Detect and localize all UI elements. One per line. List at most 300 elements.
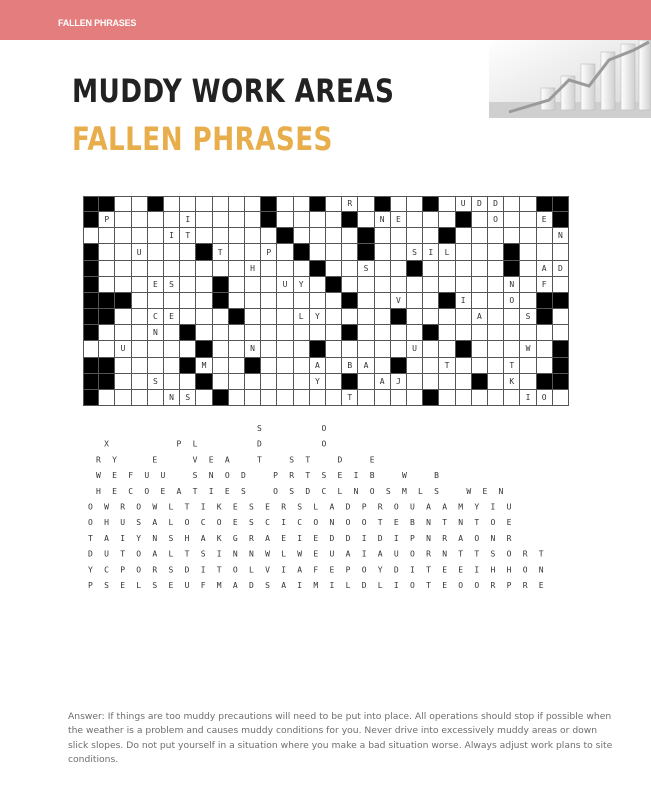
- fallen-letter: T: [305, 455, 311, 465]
- fallen-letter: I: [297, 581, 303, 590]
- fallen-letter: E: [329, 565, 335, 575]
- grid-cell: [261, 325, 277, 341]
- fallen-letter: O: [321, 424, 327, 433]
- grid-cell: [132, 212, 148, 228]
- grid-cell: [375, 309, 391, 325]
- grid-cell: T: [342, 390, 358, 406]
- fallen-letter: O: [184, 518, 190, 528]
- fallen-letter: T: [474, 549, 480, 559]
- fallen-letter: O: [458, 581, 464, 590]
- fallen-letter: W: [96, 471, 101, 481]
- grid-cell: O: [504, 293, 520, 309]
- fallen-letter: S: [434, 486, 439, 496]
- grid-cell: [196, 196, 212, 212]
- grid-cell: [148, 261, 164, 277]
- grid-cell: [375, 325, 391, 341]
- grid-cell: W: [520, 341, 536, 357]
- grid-cell-black: [83, 358, 99, 374]
- grid-cell: [132, 293, 148, 309]
- grid-cell: N: [375, 212, 391, 228]
- fallen-letter: N: [208, 471, 214, 481]
- grid-cell: [520, 277, 536, 293]
- fallen-letter: D: [361, 581, 367, 590]
- grid-cell: [423, 341, 439, 357]
- grid-cell: [115, 228, 131, 244]
- fallen-letter: Y: [88, 565, 93, 575]
- fallen-letter: N: [426, 518, 431, 528]
- grid-cell: [423, 228, 439, 244]
- fallen-letter: O: [490, 518, 496, 528]
- fallen-letter: F: [128, 471, 134, 481]
- grid-cell-black: [537, 374, 553, 390]
- grid-cell-black: [537, 196, 553, 212]
- grid-cell-black: [196, 374, 212, 390]
- grid-cell: [407, 277, 423, 293]
- grid-cell-black: [553, 293, 569, 309]
- grid-cell: A: [375, 374, 391, 390]
- grid-cell-black: [99, 374, 115, 390]
- grid-cell-black: [115, 293, 131, 309]
- fallen-letter: C: [297, 518, 303, 528]
- grid-cell: U: [407, 341, 423, 357]
- fallen-letter: O: [474, 581, 480, 590]
- grid-cell: N: [148, 325, 164, 341]
- grid-cell: [423, 374, 439, 390]
- grid-cell: [520, 374, 536, 390]
- grid-cell-black: [83, 374, 99, 390]
- grid-cell-black: [504, 261, 520, 277]
- grid-cell: [277, 309, 293, 325]
- fallen-letter: E: [442, 581, 448, 590]
- fallen-letter: O: [361, 518, 367, 528]
- fallen-letter: S: [104, 581, 109, 590]
- fallen-letter: S: [289, 486, 295, 496]
- grid-cell: [213, 358, 229, 374]
- fallen-letter: R: [506, 533, 512, 543]
- grid-cell: [213, 341, 229, 357]
- grid-cell: [488, 293, 504, 309]
- fallen-letter: I: [208, 486, 214, 496]
- grid-cell: [229, 261, 245, 277]
- grid-cell: [342, 244, 358, 260]
- fallen-letter: S: [136, 518, 142, 528]
- fallen-letter: N: [232, 549, 238, 559]
- fallen-letter: A: [152, 518, 158, 528]
- fallen-letter: O: [232, 565, 238, 575]
- grid-cell: [164, 374, 180, 390]
- grid-cell: [423, 293, 439, 309]
- grid-cell: [504, 228, 520, 244]
- fallen-letter: A: [281, 581, 287, 590]
- grid-cell: [310, 212, 326, 228]
- fallen-letter: T: [120, 549, 126, 559]
- grid-cell: [148, 358, 164, 374]
- grid-cell: [229, 341, 245, 357]
- fallen-letter: M: [313, 581, 319, 590]
- fallen-letter: R: [442, 533, 448, 543]
- grid-cell: [504, 196, 520, 212]
- grid-cell: [391, 341, 407, 357]
- grid-cell: [407, 358, 423, 374]
- fallen-letter: D: [88, 549, 93, 559]
- fallen-letter: D: [377, 533, 383, 543]
- grid-cell: [358, 212, 374, 228]
- fallen-letter: I: [200, 502, 206, 512]
- fallen-letter: O: [273, 486, 278, 496]
- grid-cell: [520, 244, 536, 260]
- grid-cell: [83, 228, 99, 244]
- grid-cell: [261, 341, 277, 357]
- fallen-letter: A: [224, 455, 230, 465]
- fallen-letter: P: [410, 533, 415, 543]
- fallen-letter: A: [329, 502, 335, 512]
- fallen-letter: W: [265, 549, 270, 559]
- grid-cell: [375, 228, 391, 244]
- grid-cell: J: [391, 374, 407, 390]
- grid-cell-black: [229, 309, 245, 325]
- grid-cell: [99, 244, 115, 260]
- grid-cell-black: [245, 358, 261, 374]
- grid-cell: [245, 228, 261, 244]
- grid-cell: [229, 196, 245, 212]
- fallen-letter: E: [393, 518, 399, 528]
- fallen-letter: L: [168, 502, 174, 512]
- fallen-letter: D: [337, 455, 343, 465]
- fallen-letter: O: [136, 565, 142, 575]
- grid-cell: [488, 358, 504, 374]
- fallen-letter: T: [426, 581, 431, 590]
- fallen-letter: A: [232, 581, 238, 590]
- grid-cell: Y: [294, 277, 310, 293]
- grid-cell: [229, 244, 245, 260]
- grid-cell: [115, 277, 131, 293]
- fallen-letter: P: [361, 502, 367, 512]
- fallen-letter: S: [289, 455, 295, 465]
- grid-cell: [277, 341, 293, 357]
- grid-cell-black: [423, 390, 439, 406]
- fallen-letter: L: [418, 486, 423, 496]
- grid-cell: [358, 309, 374, 325]
- fallen-letter: I: [490, 502, 496, 512]
- grid-cell: [358, 374, 374, 390]
- grid-cell-black: [342, 325, 358, 341]
- grid-cell: [439, 277, 455, 293]
- grid-cell: [520, 325, 536, 341]
- grid-cell-black: [83, 293, 99, 309]
- grid-cell: [342, 228, 358, 244]
- fallen-letter: I: [393, 581, 399, 590]
- fallen-letter: I: [216, 549, 222, 559]
- grid-cell: K: [504, 374, 520, 390]
- fallen-letter: A: [265, 533, 270, 543]
- grid-cell: O: [537, 390, 553, 406]
- fallen-letter: D: [393, 565, 399, 575]
- fallen-letter: M: [401, 486, 407, 496]
- grid-cell: [99, 277, 115, 293]
- grid-cell-black: [148, 196, 164, 212]
- grid-cell: [294, 325, 310, 341]
- fallen-letter: O: [321, 439, 327, 449]
- fallen-letter: P: [345, 565, 351, 575]
- grid-cell-black: [83, 212, 99, 228]
- fallen-letter: E: [112, 486, 117, 496]
- grid-cell: [261, 261, 277, 277]
- grid-cell: [261, 277, 277, 293]
- grid-cell: B: [342, 358, 358, 374]
- fallen-letter: U: [184, 581, 190, 590]
- grid-cell: [245, 309, 261, 325]
- fallen-letter: D: [249, 581, 254, 590]
- grid-cell: [213, 325, 229, 341]
- grid-cell: [375, 261, 391, 277]
- fallen-letter: D: [240, 471, 246, 481]
- grid-cell: [196, 309, 212, 325]
- grid-cell: [326, 261, 342, 277]
- grid-cell: [456, 277, 472, 293]
- fallen-letter: E: [337, 471, 343, 481]
- fallen-letter: U: [120, 518, 126, 528]
- grid-cell: [375, 358, 391, 374]
- grid-cell: [326, 358, 342, 374]
- grid-cell: [423, 212, 439, 228]
- grid-cell: [164, 261, 180, 277]
- fallen-letter: T: [88, 533, 93, 543]
- grid-cell: [132, 390, 148, 406]
- grid-cell: [310, 244, 326, 260]
- page-subtitle: FALLEN PHRASES: [72, 120, 333, 158]
- grid-cell: [132, 309, 148, 325]
- grid-cell: [164, 196, 180, 212]
- fallen-letter: S: [321, 471, 327, 481]
- fallen-letter: D: [184, 565, 190, 575]
- grid-cell: [277, 244, 293, 260]
- fallen-letter: A: [297, 565, 303, 575]
- grid-cell: [439, 341, 455, 357]
- fallen-letter: Y: [377, 565, 383, 575]
- crossword-grid: [83, 196, 569, 406]
- fallen-letter: H: [104, 518, 109, 528]
- fallen-letter: S: [192, 471, 198, 481]
- grid-cell: [326, 390, 342, 406]
- grid-cell-black: [358, 244, 374, 260]
- grid-cell: E: [391, 212, 407, 228]
- grid-cell: [472, 277, 488, 293]
- grid-cell: [391, 244, 407, 260]
- grid-cell: [326, 228, 342, 244]
- fallen-letter: E: [224, 486, 230, 496]
- fallen-letter: O: [522, 565, 528, 575]
- fallen-letter: S: [168, 533, 174, 543]
- fallen-letter: H: [490, 565, 496, 575]
- grid-cell: [423, 358, 439, 374]
- grid-cell: [504, 390, 520, 406]
- grid-cell: [229, 277, 245, 293]
- grid-cell: [423, 277, 439, 293]
- grid-cell: [196, 293, 212, 309]
- fallen-letter: Y: [112, 455, 117, 465]
- grid-cell: S: [148, 374, 164, 390]
- fallen-letter: T: [192, 486, 198, 496]
- grid-cell: [196, 325, 212, 341]
- fallen-letter: S: [200, 549, 206, 559]
- grid-cell-black: [553, 341, 569, 357]
- grid-cell: V: [391, 293, 407, 309]
- fallen-letter: E: [369, 455, 375, 465]
- grid-cell: [261, 293, 277, 309]
- fallen-letter: H: [506, 565, 512, 575]
- grid-cell: [456, 261, 472, 277]
- grid-cell: [148, 341, 164, 357]
- grid-cell: P: [99, 212, 115, 228]
- grid-cell: [115, 196, 131, 212]
- fallen-letter: P: [506, 581, 512, 590]
- grid-cell: [407, 374, 423, 390]
- grid-cell: [456, 358, 472, 374]
- grid-cell: [180, 309, 196, 325]
- grid-cell-black: [83, 277, 99, 293]
- grid-cell: [229, 228, 245, 244]
- grid-cell: [407, 309, 423, 325]
- grid-cell: [423, 261, 439, 277]
- fallen-letter: I: [393, 533, 399, 543]
- grid-cell: [472, 341, 488, 357]
- grid-cell-black: [83, 390, 99, 406]
- fallen-letter: R: [120, 502, 126, 512]
- grid-cell: U: [115, 341, 131, 357]
- grid-cell: [132, 277, 148, 293]
- grid-cell: I: [164, 228, 180, 244]
- grid-cell: E: [148, 277, 164, 293]
- grid-cell: [472, 390, 488, 406]
- fallen-letter: R: [426, 549, 431, 559]
- grid-cell-black: [196, 244, 212, 260]
- grid-cell-black: [213, 277, 229, 293]
- fallen-letter: O: [224, 471, 230, 481]
- fallen-letter: F: [313, 565, 319, 575]
- grid-cell: [83, 341, 99, 357]
- grid-cell: [358, 341, 374, 357]
- grid-cell: [196, 212, 212, 228]
- grid-cell-black: [180, 358, 196, 374]
- grid-cell: N: [504, 277, 520, 293]
- grid-cell: [391, 325, 407, 341]
- grid-cell: [115, 390, 131, 406]
- grid-cell: [310, 228, 326, 244]
- grid-cell: [294, 228, 310, 244]
- grid-cell: [342, 277, 358, 293]
- fallen-letter: E: [168, 581, 174, 590]
- fallen-letter: G: [232, 533, 238, 543]
- grid-cell: [180, 374, 196, 390]
- grid-cell: [164, 341, 180, 357]
- fallen-letter: N: [458, 518, 464, 528]
- grid-cell: [261, 374, 277, 390]
- grid-cell: A: [537, 261, 553, 277]
- grid-cell: [407, 228, 423, 244]
- fallen-letter: A: [426, 502, 431, 512]
- fallen-letter: E: [482, 486, 488, 496]
- grid-cell: [456, 374, 472, 390]
- fallen-letter: L: [249, 565, 254, 575]
- grid-cell: A: [358, 358, 374, 374]
- grid-cell: [456, 309, 472, 325]
- fallen-letter: A: [377, 549, 383, 559]
- grid-cell: [439, 390, 455, 406]
- fallen-letter: H: [184, 533, 190, 543]
- grid-cell-black: [375, 196, 391, 212]
- grid-cell: [99, 341, 115, 357]
- grid-cell: D: [472, 196, 488, 212]
- fallen-letter: N: [329, 518, 335, 528]
- grid-cell-black: [391, 358, 407, 374]
- grid-cell: [488, 390, 504, 406]
- fallen-letter: L: [313, 502, 319, 512]
- grid-cell-black: [342, 293, 358, 309]
- grid-cell-black: [310, 196, 326, 212]
- fallen-letter: D: [257, 439, 262, 449]
- fallen-letter: O: [369, 486, 375, 496]
- fallen-letter: S: [249, 502, 254, 512]
- grid-cell-black: [277, 228, 293, 244]
- grid-cell: [245, 277, 261, 293]
- grid-cell-black: [310, 341, 326, 357]
- grid-cell: T: [439, 358, 455, 374]
- fallen-letter: B: [369, 471, 375, 481]
- fallen-letter: T: [257, 455, 262, 465]
- fallen-letter: O: [88, 502, 93, 512]
- grid-cell: [261, 358, 277, 374]
- fallen-letter: N: [442, 549, 448, 559]
- fallen-letter: O: [144, 486, 150, 496]
- grid-cell: [472, 228, 488, 244]
- fallen-letter: E: [112, 471, 117, 481]
- fallen-letter: T: [442, 518, 448, 528]
- grid-cell: [553, 390, 569, 406]
- fallen-letter: O: [410, 549, 415, 559]
- grid-cell: R: [342, 196, 358, 212]
- fallen-letter: R: [281, 502, 287, 512]
- grid-cell: [294, 261, 310, 277]
- grid-cell: [310, 277, 326, 293]
- grid-cell: [520, 196, 536, 212]
- fallen-letter: O: [136, 502, 142, 512]
- fallen-letter: O: [88, 518, 93, 528]
- fallen-letter: M: [216, 581, 222, 590]
- grid-cell: [245, 212, 261, 228]
- grid-cell: N: [245, 341, 261, 357]
- grid-cell: M: [196, 358, 212, 374]
- grid-cell: [326, 325, 342, 341]
- fallen-letter: B: [410, 518, 415, 528]
- grid-cell: [537, 358, 553, 374]
- fallen-letter: W: [104, 502, 109, 512]
- grid-cell: [164, 293, 180, 309]
- grid-cell: [180, 293, 196, 309]
- grid-cell: O: [488, 212, 504, 228]
- grid-cell: Y: [310, 309, 326, 325]
- fallen-letter: M: [458, 502, 464, 512]
- grid-cell: [520, 212, 536, 228]
- page-title: MUDDY WORK AREAS: [72, 72, 395, 110]
- grid-cell: [245, 244, 261, 260]
- fallen-letter: A: [458, 533, 464, 543]
- fallen-letter: U: [104, 549, 109, 559]
- grid-cell: [229, 374, 245, 390]
- grid-cell-black: [294, 244, 310, 260]
- grid-cell: [245, 390, 261, 406]
- grid-cell: S: [407, 244, 423, 260]
- grid-cell: [294, 341, 310, 357]
